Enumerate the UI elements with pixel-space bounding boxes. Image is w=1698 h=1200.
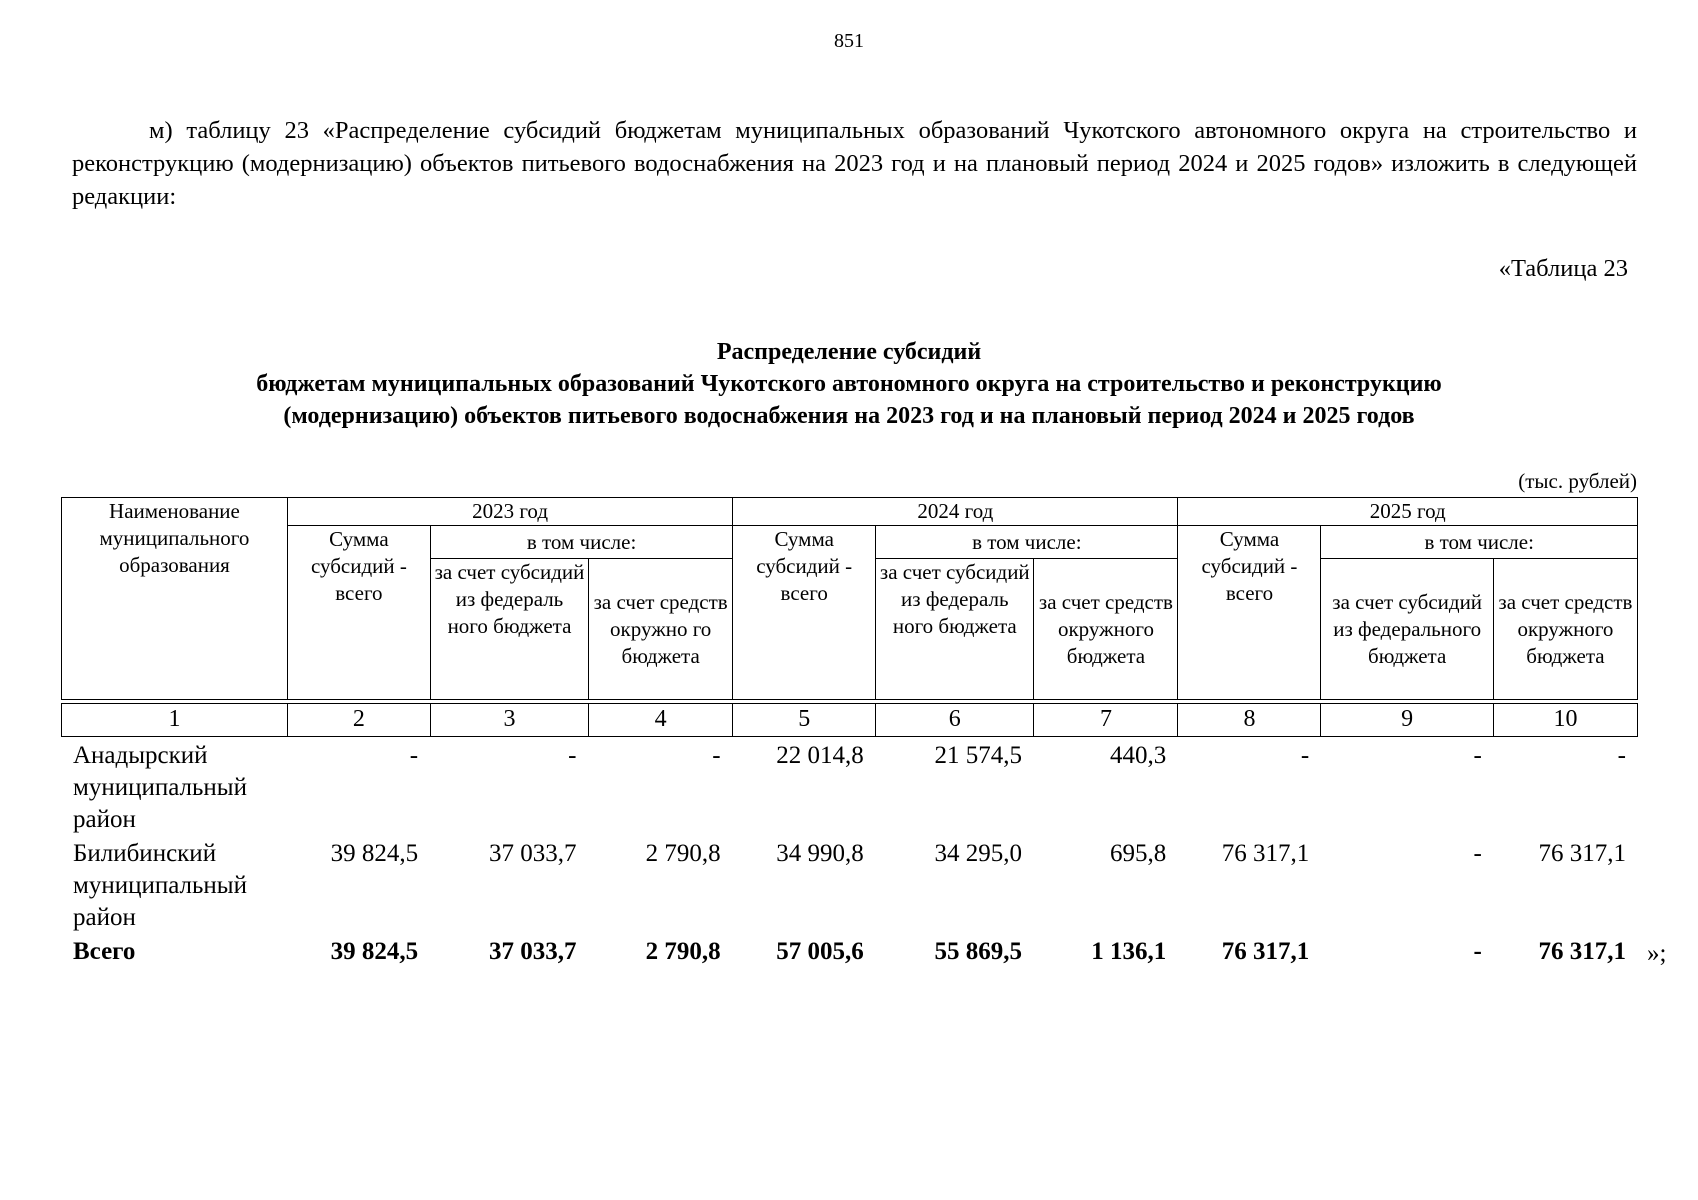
row-value: 695,8: [1109, 840, 1167, 867]
header-total-2024: Сумма субсидий - всего: [733, 526, 876, 700]
total-value: 76 317,1: [1538, 938, 1626, 965]
row-value: 2 790,8: [645, 840, 721, 867]
header-federal-2025: за счет субсидий из федерального бюджета: [1321, 559, 1493, 700]
row-value: -: [712, 742, 721, 769]
header-federal-2024: за счет субсидий из федераль ного бюджета: [876, 559, 1034, 700]
header-total-2023: Сумма субсидий - всего: [287, 526, 430, 700]
row-value: 76 317,1: [1538, 840, 1626, 867]
header-year-2024: 2024 год: [733, 498, 1178, 526]
header-name-column: Наименование муниципального образования: [62, 498, 288, 700]
header-year-2025: 2025 год: [1178, 498, 1638, 526]
table-label: «Таблица 23: [1498, 255, 1628, 282]
column-number: 4: [589, 704, 733, 737]
row-value: 22 014,8: [776, 742, 864, 769]
header-federal-2023: за счет субсидий из федераль ного бюджета: [430, 559, 588, 700]
title-line-1: Распределение субсидий: [716, 339, 982, 365]
total-value: 57 005,6: [776, 938, 864, 965]
row-value: 76 317,1: [1221, 840, 1310, 867]
row-value: 34 295,0: [934, 840, 1023, 867]
units-label: (тыс. рублей): [1518, 469, 1637, 493]
row-value: -: [409, 742, 419, 769]
row-value: -: [1300, 742, 1310, 769]
table-row: [61, 740, 1638, 838]
table-body: [61, 740, 1638, 968]
header-district-2023: за счет средств окружно го бюджета: [589, 559, 733, 700]
column-number: 2: [287, 704, 430, 737]
header-district-2025: за счет средств окружного бюджета: [1493, 559, 1637, 700]
column-number: 5: [733, 704, 876, 737]
column-number: 8: [1178, 704, 1321, 737]
total-value: 1 136,1: [1091, 938, 1167, 965]
row-name: Анадырский муниципальный район: [73, 742, 247, 833]
row-value: 34 990,8: [776, 840, 864, 867]
total-value: -: [1473, 938, 1482, 965]
header-total-2025: Сумма субсидий - всего: [1178, 526, 1321, 700]
header-including-2025: в том числе:: [1321, 526, 1638, 559]
row-value: -: [568, 742, 577, 769]
table-title: [0, 336, 1698, 432]
table-row: [61, 838, 1638, 936]
header-including-2024: в том числе:: [876, 526, 1178, 559]
table-header: [61, 497, 1638, 737]
column-number: 3: [430, 704, 588, 737]
title-line-3: (модернизацию) объектов питьевого водоснабжения на 2023 год и на плановый период 2024 и 2025 годов: [283, 403, 1415, 429]
row-value: 37 033,7: [488, 840, 577, 867]
header-year-2023: 2023 год: [287, 498, 732, 526]
column-number: 6: [876, 704, 1034, 737]
header-including-2023: в том числе:: [430, 526, 732, 559]
column-number: 10: [1493, 704, 1637, 737]
row-value: -: [1473, 840, 1482, 867]
row-value: 39 824,5: [330, 840, 419, 867]
row-name: Билибинский муниципальный район: [73, 840, 247, 931]
total-label: Всего: [73, 938, 136, 965]
column-number: 7: [1034, 704, 1178, 737]
total-row: [61, 936, 1638, 968]
column-number: 9: [1321, 704, 1493, 737]
title-line-2: бюджетам муниципальных образований Чукотского автономного округа на строительство и реконструкцию: [256, 371, 1442, 397]
intro-paragraph: м) таблицу 23 «Распределение субсидий бюджетам муниципальных образований Чукотского автономного округа на строительство и реконструкцию (модернизацию) объектов питьевого водоснабжения на 2023 год и на плановый период 2024 и 2025 годов» изложить в следующей редакции:: [72, 117, 1637, 210]
total-value: 76 317,1: [1221, 938, 1310, 965]
header-district-2024: за счет средств окружного бюджета: [1034, 559, 1178, 700]
total-value: 37 033,7: [488, 938, 577, 965]
page-number: 851: [834, 30, 864, 52]
closing-quote: »;: [1647, 940, 1667, 967]
total-value: 55 869,5: [934, 938, 1023, 965]
total-value: 39 824,5: [330, 938, 419, 965]
row-value: 440,3: [1109, 742, 1167, 769]
row-value: -: [1617, 742, 1626, 769]
column-number: 1: [62, 704, 288, 737]
row-value: -: [1473, 742, 1482, 769]
row-value: 21 574,5: [934, 742, 1023, 769]
total-value: 2 790,8: [645, 938, 721, 965]
